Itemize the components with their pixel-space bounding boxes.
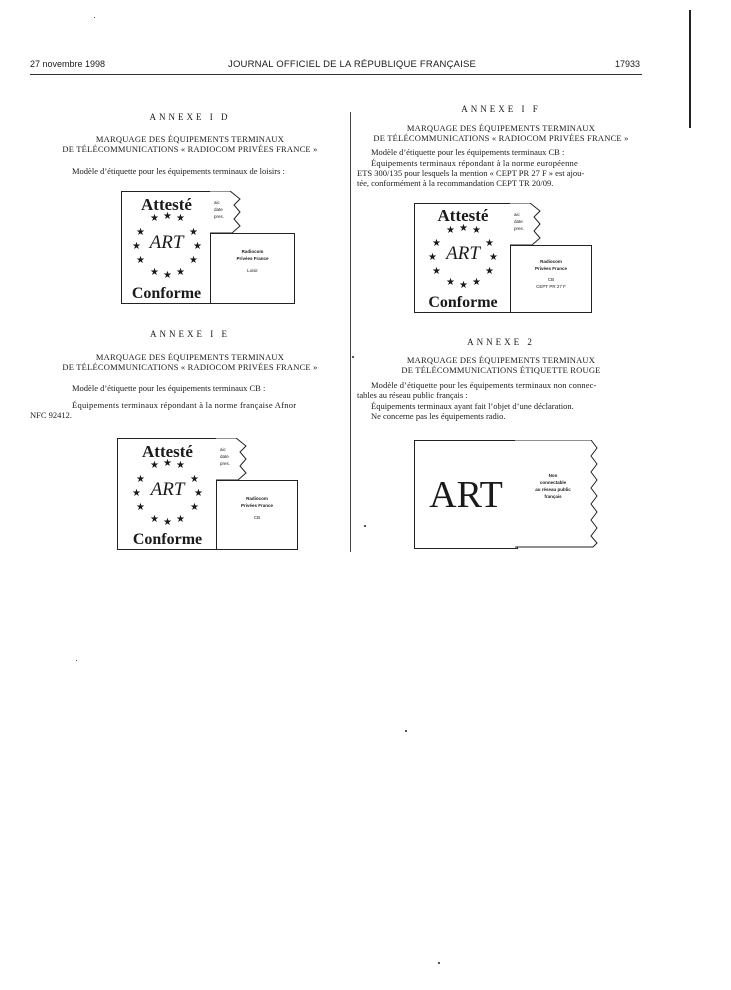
star-icon: ★ [136, 474, 145, 485]
star-icon: ★ [136, 227, 145, 238]
label-1e-tab-line-1: aic [220, 447, 226, 452]
star-icon: ★ [446, 277, 455, 288]
annexe-2-subtitle-1: MARQUAGE DES ÉQUIPEMENTS TERMINAUX [406, 355, 596, 365]
label-1f-main [414, 203, 512, 313]
star-icon: ★ [176, 267, 185, 278]
star-icon: ★ [485, 238, 494, 249]
scan-speck [94, 17, 95, 18]
label-1f-conforme: Conforme [428, 294, 498, 311]
label-1d-tab-line-2: date [214, 207, 223, 212]
annexe-2-title: ANNEXE 2 [467, 337, 535, 347]
label-1e-main [117, 438, 218, 550]
header-page-number: 17933 [615, 59, 641, 69]
star-icon: ★ [193, 241, 202, 252]
label-1e-tag [216, 480, 298, 550]
scan-speck [76, 660, 77, 661]
annexe-2-text-1a: Modèle d’étiquette pour les équipements terminaux non connec- [371, 380, 597, 390]
label-1e-tag-line-3: CB [253, 515, 261, 520]
star-icon: ★ [459, 223, 468, 234]
annexe-1f-title: ANNEXE I F [461, 104, 541, 114]
star-icon: ★ [132, 241, 141, 252]
star-icon: ★ [432, 266, 441, 277]
label-2-main [414, 440, 518, 549]
annexe-1f-subtitle-1: MARQUAGE DES ÉQUIPEMENTS TERMINAUX [406, 123, 596, 133]
star-icon: ★ [428, 252, 437, 263]
star-icon: ★ [472, 277, 481, 288]
label-2-tag-text [520, 472, 586, 500]
star-icon: ★ [432, 238, 441, 249]
label-1d-tag [210, 233, 295, 304]
label-1f-tag-line-3: CB [547, 277, 555, 282]
annexe-1f-text-2c: tée, conformément à la recommandation CEPT TR 20/09. [357, 178, 554, 188]
star-icon: ★ [150, 267, 159, 278]
annexe-2-text-2: Équipements terminaux ayant fait l’objet d’une déclaration. [371, 401, 574, 411]
label-1d-tab-line-1: aic [214, 200, 220, 205]
star-icon: ★ [136, 502, 145, 513]
star-icon: ★ [190, 502, 199, 513]
label-2-tag-line-3: au réseau public [535, 487, 571, 492]
star-icon: ★ [176, 213, 185, 224]
label-2-tag-line-4: français [544, 494, 562, 499]
star-icon: ★ [163, 270, 172, 281]
star-icon: ★ [485, 266, 494, 277]
scan-speck [364, 525, 366, 527]
label-2-art: ART [429, 474, 503, 516]
label-1d-tag-line-2: Privées France [236, 256, 269, 261]
label-1f-tag-line-1: Radiocom [540, 259, 562, 264]
label-1d-art: ART [149, 232, 184, 253]
star-icon: ★ [190, 474, 199, 485]
label-1e-attest: Attesté [142, 442, 193, 461]
label-1d-tab-line-3: pres. [214, 214, 225, 219]
label-1e-tab-line-3: pres. [220, 461, 231, 466]
label-1f-tag [510, 245, 592, 313]
header-journal-title: JOURNAL OFFICIEL DE LA RÉPUBLIQUE FRANÇAISE [228, 59, 477, 70]
label-1f-tag-line-4: CEPT PR 27 F [536, 284, 566, 289]
annexe-1e-subtitle-1: MARQUAGE DES ÉQUIPEMENTS TERMINAUX [95, 352, 285, 362]
annexe-1e-text-1: Modèle d’étiquette pour les équipements terminaux CB : [72, 383, 266, 393]
star-icon: ★ [194, 488, 203, 499]
annexe-1e-text-2b: NFC 92412. [30, 410, 73, 420]
annexe-2-text-3: Ne concerne pas les équipements radio. [371, 411, 506, 421]
header-date: 27 novembre 1998 [30, 59, 106, 69]
label-1d-tag-line-1: Radiocom [241, 249, 264, 254]
star-icon: ★ [163, 517, 172, 528]
star-icon: ★ [132, 488, 141, 499]
star-icon: ★ [189, 227, 198, 238]
label-1f-tab-line-3: pres. [514, 226, 525, 231]
label-1f-tab-line-2: date [514, 219, 523, 224]
annexe-1f-subtitle-2: DE TÉLÉCOMMUNICATIONS « RADIOCOM PRIVÉES FRANCE » [373, 133, 629, 143]
annexe-1f-text-2b: ETS 300/135 pour lesquels la mention « CEPT PR 27 F » est ajou- [357, 168, 585, 178]
annexe-1f-text-2a: Équipements terminaux répondant à la norme européenne [371, 158, 578, 168]
scan-edge-mark [689, 10, 691, 128]
label-1e-conforme: Conforme [132, 531, 203, 548]
scan-speck [405, 730, 407, 732]
star-icon: ★ [150, 460, 159, 471]
annexe-1f-text-1: Modèle d’étiquette pour les équipements terminaux CB : [371, 147, 565, 157]
label-1e-tab-line-2: date [220, 454, 229, 459]
label-1f-art: ART [446, 243, 480, 264]
star-icon: ★ [150, 514, 159, 525]
annexe-1d-text: Modèle d’étiquette pour les équipements terminaux de loisirs : [72, 166, 285, 176]
label-1f-tab-line-1: aic [514, 212, 520, 217]
star-icon: ★ [176, 514, 185, 525]
star-icon: ★ [472, 225, 481, 236]
label-1e-tag-line-2: Privées France [240, 503, 274, 508]
annexe-1e-subtitle-2: DE TÉLÉCOMMUNICATIONS « RADIOCOM PRIVÉES FRANCE » [62, 362, 318, 372]
label-1e-tag-line-1: Radiocom [246, 496, 268, 501]
star-icon: ★ [189, 255, 198, 266]
annexe-1d-subtitle-2: DE TÉLÉCOMMUNICATIONS « RADIOCOM PRIVÉES FRANCE » [62, 144, 318, 154]
star-icon: ★ [163, 211, 172, 222]
scan-speck [352, 356, 354, 358]
label-1e-art: ART [150, 479, 185, 500]
label-1f-attest: Attesté [437, 206, 489, 225]
star-icon: ★ [459, 280, 468, 291]
annexe-1d-subtitle-1: MARQUAGE DES ÉQUIPEMENTS TERMINAUX [95, 134, 285, 144]
column-divider [350, 112, 351, 552]
label-1d-conforme: Conforme [131, 285, 202, 302]
label-2-tag-line-1: Non [548, 473, 558, 478]
star-icon: ★ [176, 460, 185, 471]
label-1d-tag-line-3: Loisir [247, 268, 258, 273]
star-icon: ★ [489, 252, 498, 263]
annexe-1e-title: ANNEXE I E [150, 329, 230, 339]
annexe-1e-text-2a: Équipements terminaux répondant à la norme française Afnor [72, 400, 297, 410]
label-1d-attest: Attesté [141, 195, 192, 214]
star-icon: ★ [150, 213, 159, 224]
star-icon: ★ [446, 225, 455, 236]
scan-speck [438, 962, 440, 964]
annexe-2-subtitle-2: DE TÉLÉCOMMUNICATIONS ÉTIQUETTE ROUGE [401, 365, 601, 375]
header-rule [30, 74, 642, 75]
annexe-2-text-1b: tables au réseau public français : [357, 390, 468, 400]
label-1f-tag-line-2: Privées France [534, 266, 568, 271]
label-2-tag-line-2: connectable [539, 480, 567, 485]
annexe-1d-title: ANNEXE I D [149, 112, 231, 122]
label-1d-main [121, 191, 212, 304]
star-icon: ★ [163, 458, 172, 469]
star-icon: ★ [136, 255, 145, 266]
